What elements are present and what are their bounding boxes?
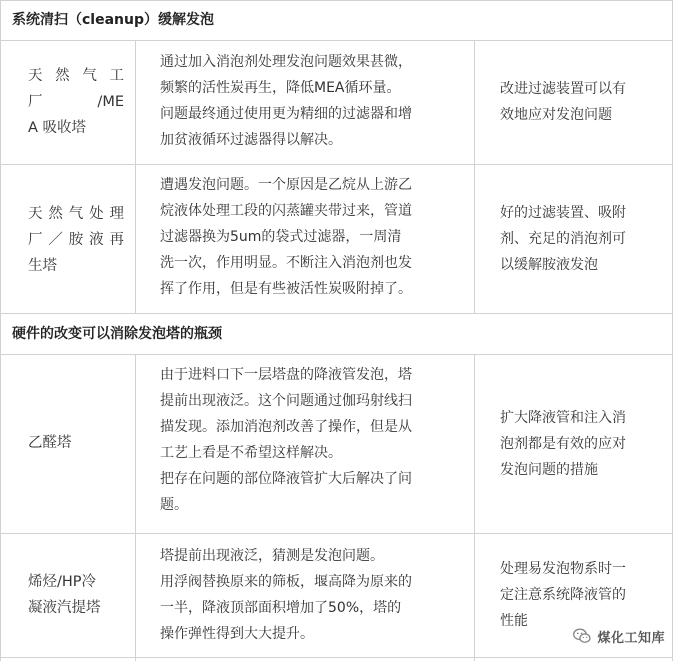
problem-description-cell xyxy=(160,543,460,647)
description-line: 挥了作用，但是有些被活性炭吸附掉了。 xyxy=(160,281,412,297)
description-line: 遭遇发泡问题。一个原因是乙烷从上游乙 xyxy=(160,177,412,193)
equipment-name-cell xyxy=(28,201,124,279)
row-divider xyxy=(0,0,673,1)
description-line: 过滤器换为5um的袋式过滤器，一周清 xyxy=(160,229,402,245)
description-line: 把存在问题的部位降液管扩大后解决了问 xyxy=(160,471,412,487)
equipment-name-line: 烯烃/HP冷 xyxy=(28,574,97,590)
equipment-name-line: 天 然 气 工 xyxy=(28,68,124,84)
description-line: 洗一次，作用明显。不断注入消泡剂也发 xyxy=(160,255,412,271)
equipment-name-line: 凝液汽提塔 xyxy=(28,600,101,616)
description-line: 工艺上看是不希望这样解决。 xyxy=(160,445,342,461)
watermark-text: 煤化工知库 xyxy=(597,630,665,646)
row-divider xyxy=(0,354,673,355)
description-line: 描发现。添加消泡剂改善了操作，但是从 xyxy=(160,419,412,435)
problem-description-cell xyxy=(160,49,460,153)
description-line: 操作弹性得到大大提升。 xyxy=(160,626,314,642)
lesson-line: 扩大降液管和注入消 xyxy=(500,410,626,426)
column-divider xyxy=(135,354,136,661)
equipment-name-cell xyxy=(28,569,128,621)
lesson-cell xyxy=(500,405,665,483)
description-line: 用浮阀替换原来的筛板，堰高降为原来的 xyxy=(160,574,412,590)
lesson-line: 剂、充足的消泡剂可 xyxy=(500,231,626,247)
description-line: 烷液体处理工段的闪蒸罐夹带过来，管道 xyxy=(160,203,412,219)
row-divider xyxy=(0,313,673,314)
problem-description-cell xyxy=(160,362,460,518)
equipment-name-line: 生塔 xyxy=(28,258,57,274)
description-line: 塔提前出现液泛，猜测是发泡问题。 xyxy=(160,548,384,564)
section-title: 系统清扫（cleanup）缓解发泡 xyxy=(12,12,214,28)
equipment-name-line: 乙醛塔 xyxy=(28,435,72,451)
column-divider xyxy=(135,40,136,313)
row-divider xyxy=(0,40,673,41)
description-line: 加贫液循环过滤器得以解决。 xyxy=(160,132,342,148)
lesson-line: 性能 xyxy=(500,613,528,629)
equipment-name-cell xyxy=(28,63,124,141)
description-line: 通过加入消泡剂处理发泡问题效果甚微， xyxy=(160,54,412,70)
watermark xyxy=(572,625,665,647)
lesson-line: 定注意系统降液管的 xyxy=(500,587,626,603)
description-line: 一半，降液顶部面积增加了50%，塔的 xyxy=(160,600,402,616)
description-line: 问题最终通过使用更为精细的过滤器和增 xyxy=(160,106,412,122)
lesson-cell xyxy=(500,76,665,128)
equipment-name-line: A 吸收塔 xyxy=(28,120,87,136)
lesson-cell xyxy=(500,556,665,634)
lesson-line: 好的过滤装置、吸附 xyxy=(500,205,626,221)
lesson-line: 处理易发泡物系时一 xyxy=(500,561,626,577)
lesson-cell xyxy=(500,200,665,278)
lesson-line: 效地应对发泡问题 xyxy=(500,107,612,123)
section-title: 硬件的改变可以消除发泡塔的瓶颈 xyxy=(12,326,222,342)
lesson-line: 以缓解胺液发泡 xyxy=(500,257,598,273)
description-line: 提前出现液泛。这个问题通过伽玛射线扫 xyxy=(160,393,412,409)
equipment-name-line: 天然气处理 xyxy=(28,206,124,222)
description-line: 由于进料口下一层塔盘的降液管发泡，塔 xyxy=(160,367,412,383)
column-divider xyxy=(0,0,1,661)
row-divider xyxy=(0,164,673,165)
row-divider xyxy=(0,657,673,658)
column-divider xyxy=(474,354,475,661)
equipment-name-line: 厂 /ME xyxy=(28,94,124,110)
row-divider xyxy=(0,533,673,534)
wechat-icon xyxy=(572,626,592,646)
column-divider xyxy=(474,40,475,313)
problem-description-cell xyxy=(160,172,460,302)
description-line: 频繁的活性炭再生，降低MEA循环量。 xyxy=(160,80,401,96)
equipment-name-cell xyxy=(28,430,124,456)
lesson-line: 发泡问题的措施 xyxy=(500,462,598,478)
lesson-line: 泡剂都是有效的应对 xyxy=(500,436,626,452)
lesson-line: 改进过滤装置可以有 xyxy=(500,81,626,97)
description-line: 题。 xyxy=(160,497,188,513)
equipment-name-line: 厂／胺液再 xyxy=(28,232,124,248)
